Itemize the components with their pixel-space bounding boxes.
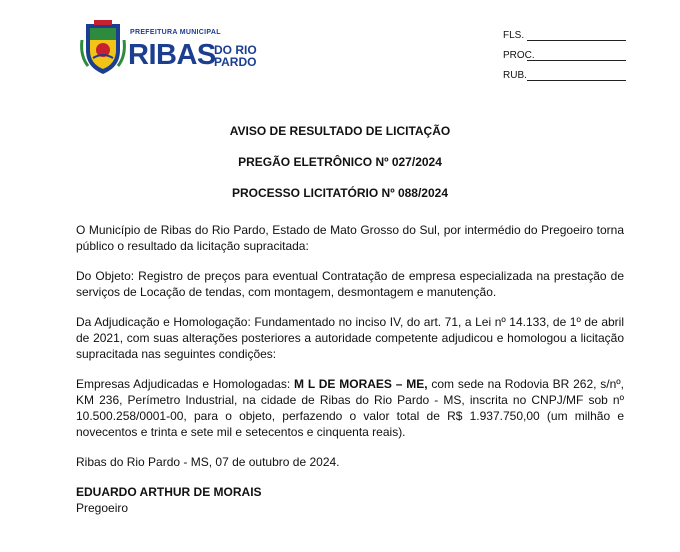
crest-icon (80, 20, 126, 76)
signatory-role: Pregoeiro (76, 501, 129, 515)
local-data: Ribas do Rio Pardo - MS, 07 de outubro de 2024. (76, 455, 340, 469)
document-body (76, 222, 624, 516)
logo-do-rio-text: DO RIO (214, 43, 257, 57)
title-pregao: PREGÃO ELETRÔNICO Nº 027/2024 (238, 155, 442, 169)
title-aviso: AVISO DE RESULTADO DE LICITAÇÃO (229, 124, 451, 138)
empresas-suffix: com sede na Rodovia BR 262, s/nº, KM 236, Perímetro Industrial, na cidade de Ribas do Rio Pardo - MS, inscrita no CNPJ/MF sob nº 10.500.258/0001-00, para o objeto, perfazendo o valor total de R$ 1.937.750,00 (um milhão e novecentos e trinta e sete mil e setecentos e cinquenta reais). (76, 377, 625, 439)
empresa-nome: M L DE MORAES – ME, (294, 377, 428, 391)
signatory-name: EDUARDO ARTHUR DE MORAIS (76, 485, 262, 499)
municipality-logo (80, 18, 260, 80)
logo-prefeitura-text: PREFEITURA MUNICIPAL (130, 29, 221, 36)
fls-line (527, 40, 626, 41)
logo-ribas-text: RIBAS (128, 39, 216, 71)
rub-label: RUB. (503, 70, 527, 81)
rub-line (527, 80, 626, 81)
logo-pardo-text: PARDO (214, 55, 257, 69)
proc-label: PROC. (503, 50, 535, 61)
empresas-paragraph (76, 376, 624, 440)
adjudicacao-paragraph: Da Adjudicação e Homologação: Fundamentado no inciso IV, do art. 71, a Lei nº 14.133, de 1º de abril de 2021, com suas alterações posteriores a autoridade competente adjudicou e homologou a licitação supracitada nas seguintes condições: (76, 315, 624, 361)
empresas-prefix: Empresas Adjudicadas e Homologadas: (76, 377, 295, 391)
title-processo: PROCESSO LICITATÓRIO Nº 088/2024 (232, 186, 448, 200)
intro-paragraph: O Município de Ribas do Rio Pardo, Estado de Mato Grosso do Sul, por intermédio do Pregoeiro torna público o resultado da licitação supracitada: (76, 223, 624, 253)
objeto-paragraph: Do Objeto: Registro de preços para eventual Contratação de empresa especializada na prestação de serviços de Locação de tendas, com montagem, desmontagem e manutenção. (76, 269, 624, 299)
proc-line (527, 60, 626, 61)
fls-label: FLS. (503, 30, 525, 41)
document-titles (0, 124, 680, 217)
